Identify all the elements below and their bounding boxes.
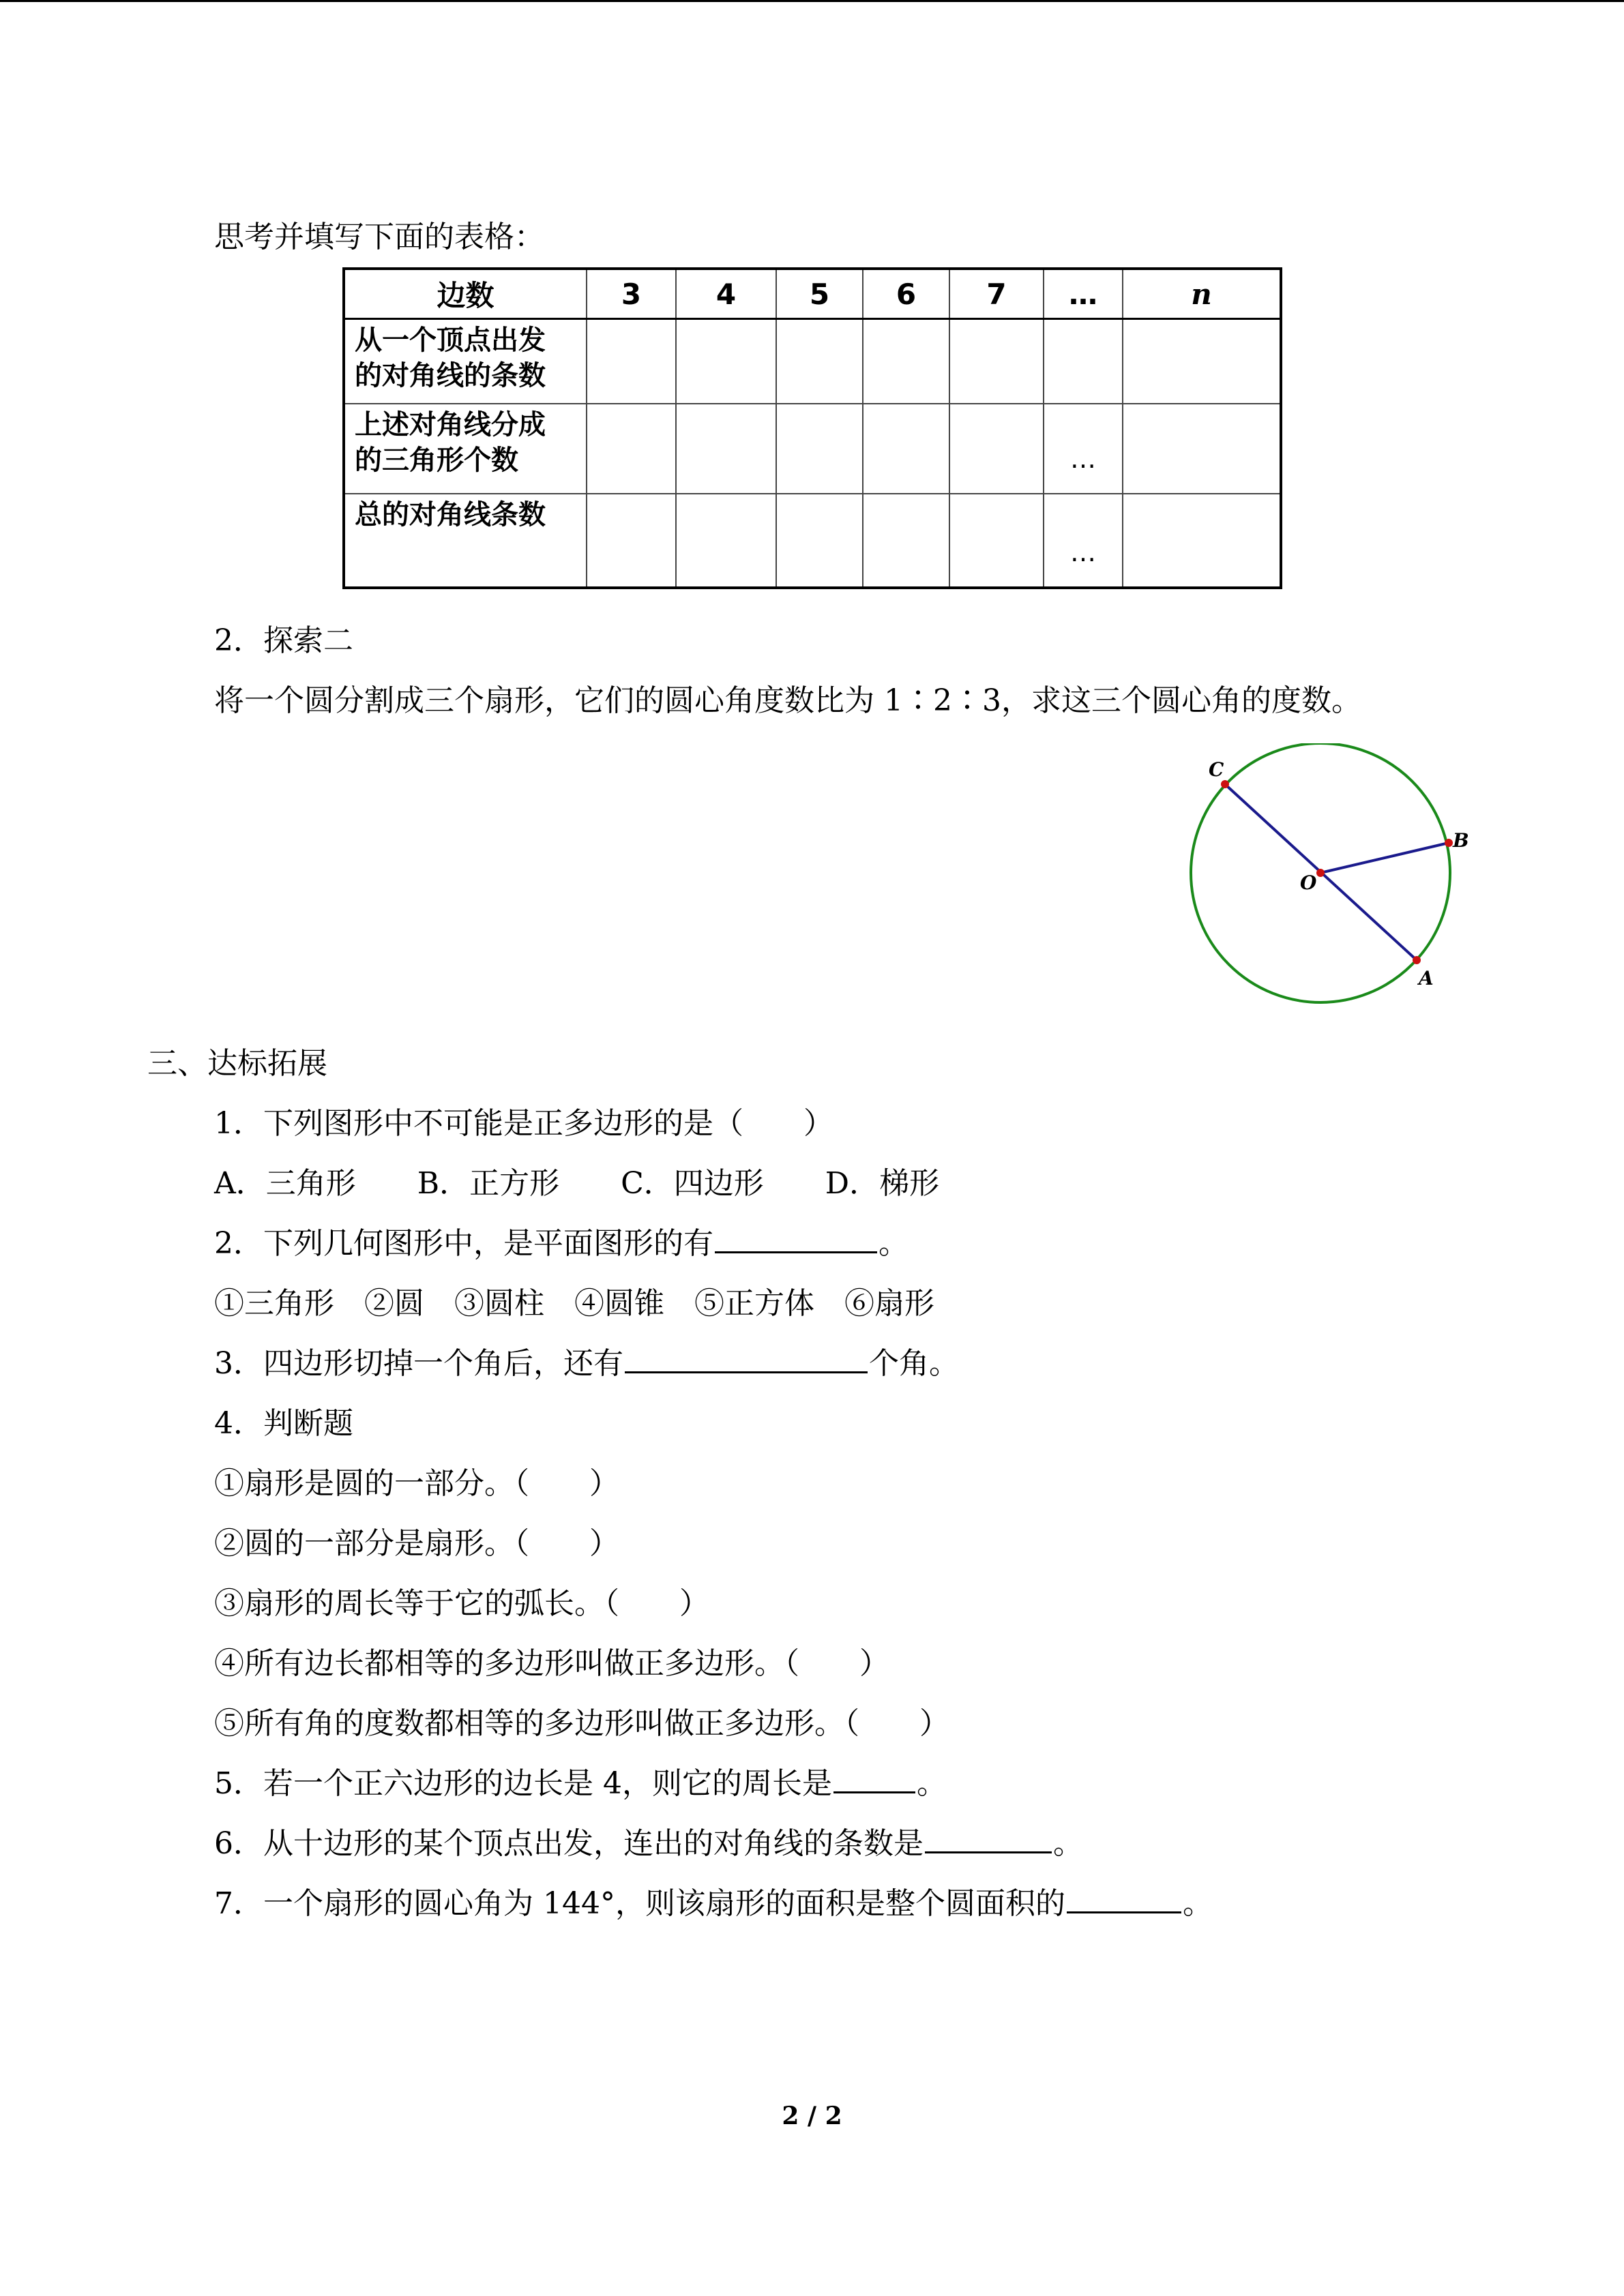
answer-cell[interactable] xyxy=(587,404,676,494)
question-4: 4．判断题 xyxy=(214,1406,353,1441)
ellipsis-cell: … xyxy=(1044,404,1123,494)
answer-cell[interactable] xyxy=(863,319,949,404)
point-a xyxy=(1413,956,1421,964)
header-cell: 7 xyxy=(949,269,1044,319)
question-5: 5．若一个正六边形的边长是 4，则它的周长是 。 xyxy=(214,1763,947,1804)
header-cell: 6 xyxy=(863,269,949,319)
header-cell: … xyxy=(1044,269,1123,319)
row-label: 从一个顶点出发 的对角线的条数 xyxy=(344,319,587,404)
judge-item-4: ④所有边长都相等的多边形叫做正多边形。（ ） xyxy=(214,1646,889,1681)
header-cell: 3 xyxy=(587,269,676,319)
q2-items: ①三角形 ②圆 ③圆柱 ④圆锥 ⑤正方体 ⑥扇形 xyxy=(214,1286,934,1321)
row-label: 上述对角线分成 的三角形个数 xyxy=(344,404,587,494)
answer-cell[interactable] xyxy=(676,319,776,404)
answer-cell[interactable] xyxy=(776,404,863,494)
answer-cell[interactable] xyxy=(1123,494,1281,588)
answer-cell[interactable] xyxy=(587,494,676,588)
question-6: 6．从十边形的某个顶点出发，连出的对角线的条数是 。 xyxy=(214,1823,1083,1864)
header-cell: 4 xyxy=(676,269,776,319)
header-cell: 边数 xyxy=(344,269,587,319)
option-b[interactable]: B．正方形 xyxy=(417,1166,560,1201)
answer-cell[interactable] xyxy=(776,494,863,588)
option-c[interactable]: C．四边形 xyxy=(621,1166,764,1201)
table-row xyxy=(344,319,1281,404)
ellipsis-cell: … xyxy=(1044,494,1123,588)
question-7: 7．一个扇形的圆心角为 144°，则该扇形的面积是整个圆面积的 。 xyxy=(214,1883,1213,1924)
top-border xyxy=(0,0,1624,2)
point-o xyxy=(1316,869,1325,877)
answer-cell[interactable] xyxy=(776,319,863,404)
header-cell: n xyxy=(1123,269,1281,319)
point-b xyxy=(1445,839,1453,847)
question-3: 3．四边形切掉一个角后，还有 个角。 xyxy=(214,1343,959,1384)
circle-figure xyxy=(1173,743,1501,1016)
answer-blank[interactable] xyxy=(715,1224,877,1253)
point-c xyxy=(1221,780,1229,788)
diagonal-table xyxy=(342,267,1282,589)
label-o: O xyxy=(1300,871,1317,894)
label-c: C xyxy=(1209,758,1224,781)
header-cell: 5 xyxy=(776,269,863,319)
judge-item-2: ②圆的一部分是扇形。（ ） xyxy=(214,1526,619,1561)
option-a[interactable]: A．三角形 xyxy=(214,1166,356,1201)
table-row xyxy=(344,404,1281,494)
answer-cell[interactable] xyxy=(863,404,949,494)
q1-options xyxy=(214,1163,939,1204)
ellipsis-cell xyxy=(1044,319,1123,404)
table-row xyxy=(344,494,1281,588)
answer-cell[interactable] xyxy=(949,319,1044,404)
label-b: B xyxy=(1453,829,1469,852)
explore2-text: 将一个圆分割成三个扇形，它们的圆心角度数比为 1∶2∶3，求这三个圆心角的度数。 xyxy=(214,683,1361,718)
row-label: 总的对角线条数 xyxy=(344,494,587,588)
label-a: A xyxy=(1419,967,1434,989)
table-intro: 思考并填写下面的表格： xyxy=(214,220,544,254)
judge-item-3: ③扇形的周长等于它的弧长。（ ） xyxy=(214,1586,709,1621)
section3-title: 三、达标拓展 xyxy=(147,1046,327,1081)
answer-blank[interactable] xyxy=(925,1824,1052,1853)
question-2: 2．下列几何图形中，是平面图形的有 。 xyxy=(214,1223,909,1264)
judge-item-1: ①扇形是圆的一部分。（ ） xyxy=(214,1466,619,1501)
page-number: 2 / 2 xyxy=(782,2102,842,2130)
option-d[interactable]: D．梯形 xyxy=(825,1166,940,1201)
answer-cell[interactable] xyxy=(1123,319,1281,404)
answer-cell[interactable] xyxy=(587,319,676,404)
answer-blank[interactable] xyxy=(1067,1884,1181,1913)
answer-cell[interactable] xyxy=(949,494,1044,588)
judge-item-5: ⑤所有角的度数都相等的多边形叫做正多边形。（ ） xyxy=(214,1706,949,1741)
segment-ob xyxy=(1320,843,1449,873)
answer-cell[interactable] xyxy=(1123,404,1281,494)
answer-cell[interactable] xyxy=(863,494,949,588)
answer-blank[interactable] xyxy=(625,1344,868,1373)
table-header-row xyxy=(344,269,1281,319)
answer-cell[interactable] xyxy=(676,404,776,494)
question-1: 1．下列图形中不可能是正多边形的是（ ） xyxy=(214,1106,833,1141)
answer-cell[interactable] xyxy=(676,494,776,588)
answer-blank[interactable] xyxy=(833,1764,915,1793)
explore2-title: 2．探索二 xyxy=(214,623,353,658)
answer-cell[interactable] xyxy=(949,404,1044,494)
